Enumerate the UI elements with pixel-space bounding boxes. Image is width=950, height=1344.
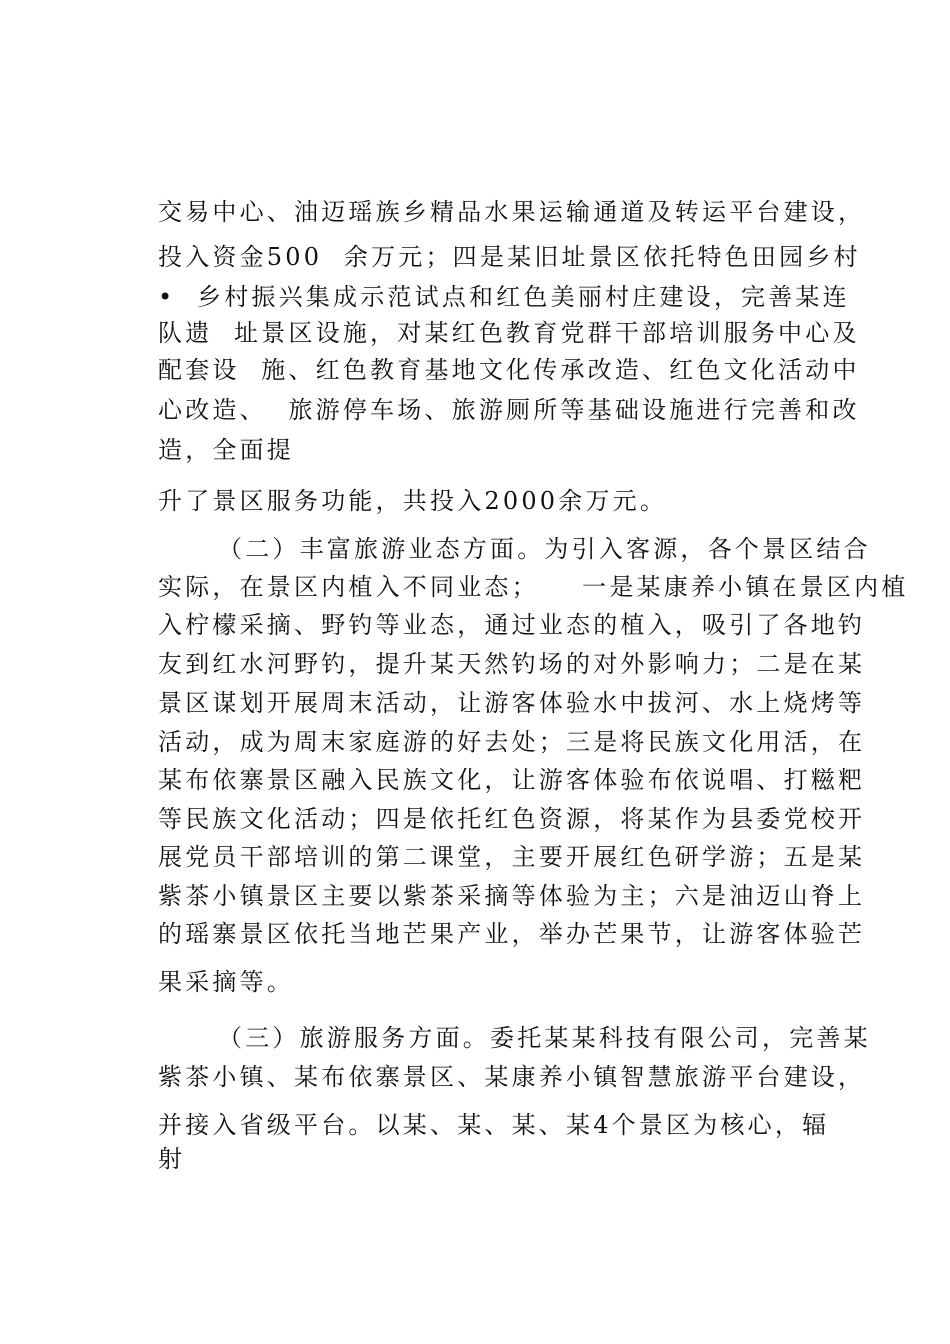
section-heading-line: （二）丰富旅游业态方面。为引入客源，各个景区结合 [218,535,871,563]
text-line: 紫茶小镇、某布依寨景区、某康养小镇智慧旅游平台建设， [158,1063,866,1091]
text-line: 友到红水河野钓，提升某天然钓场的对外影响力；二是在某 [158,650,866,678]
text-line: 并接入省级平台。以某、某、某、某4个景区为核心，辐 [158,1111,830,1139]
text-line: • 乡村振兴集成示范试点和红色美丽村庄建设，完善某连 [158,283,850,311]
text-line: 的瑶寨景区依托当地芒果产业，举办芒果节，让游客体验芒 [158,920,866,948]
text-line: 升了景区服务功能，共投入2000余万元。 [158,487,668,515]
text-line: 实际，在景区内植入不同业态； 一是某康养小镇在景区内植 [158,573,909,601]
text-line: 某布依寨景区融入民族文化，让游客体验布依说唱、打糍粑 [158,766,866,794]
text-line: 活动，成为周末家庭游的好去处；三是将民族文化用活，在 [158,728,866,756]
text-line: 果采摘等。 [158,968,294,996]
text-line: 心改造、 旅游停车场、旅游厕所等基础设施进行完善和改 [158,396,860,424]
text-line: 交易中心、油迈瑶族乡精品水果运输通道及转运平台建设， [158,198,866,226]
text-line: 展党员干部培训的第二课堂，主要开展红色研学游；五是某 [158,843,866,871]
text-line: 投入资金500 余万元；四是某旧址景区依托特色田园乡村 [158,243,861,271]
text-line: 射 [158,1145,186,1173]
text-line: 等民族文化活动；四是依托红色资源，将某作为县委党校开 [158,805,866,833]
text-line: 造，全面提 [158,436,294,464]
text-line: 紫茶小镇景区主要以紫茶采摘等体验为主；六是油迈山脊上 [158,882,866,910]
text-line: 入柠檬采摘、野钓等业态，通过业态的植入，吸引了各地钓 [158,611,866,639]
text-line: 景区谋划开展周末活动，让游客体验水中拔河、水上烧烤等 [158,689,866,717]
text-line: 配套设 施、红色教育基地文化传承改造、红色文化活动中 [158,356,860,384]
section-heading-line: （三）旅游服务方面。委托某某科技有限公司，完善某 [218,1024,871,1052]
text-line: 队遗 址景区设施，对某红色教育党群干部培训服务中心及 [158,319,860,347]
